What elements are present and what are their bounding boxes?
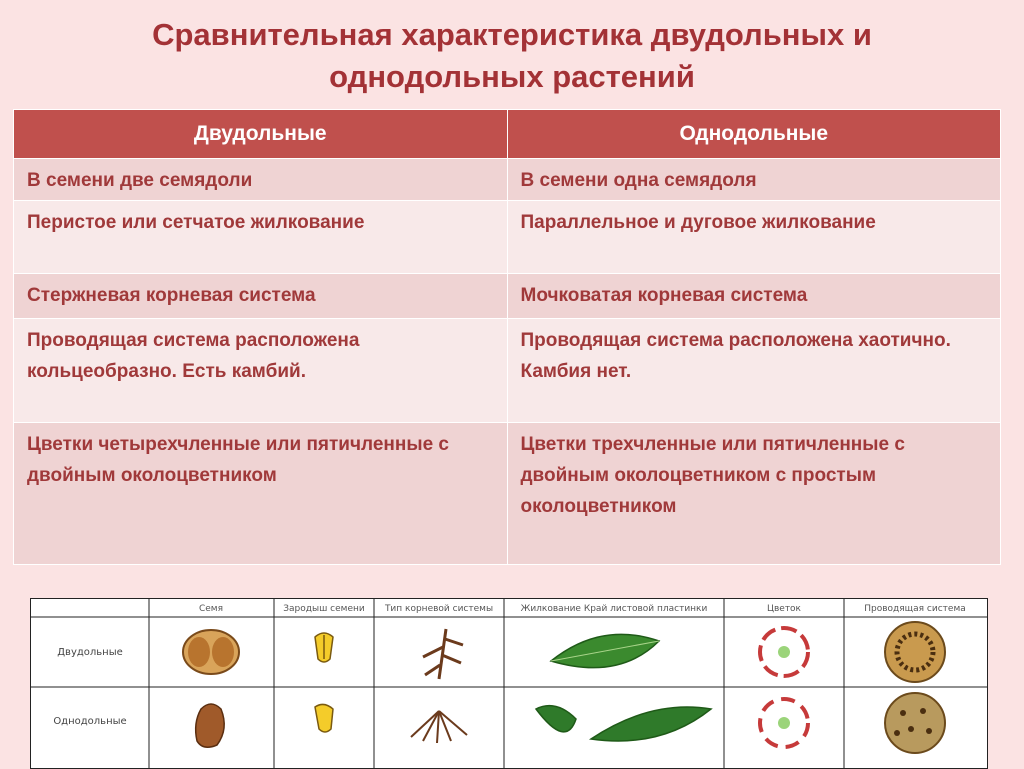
comparison-illustration: [30, 598, 988, 769]
dicot-vascular-drawing: [885, 622, 945, 682]
cell-monocot-flower: Цветки трехчленные или пятичленные с двойным околоцветником с простым околоцветником: [507, 423, 1001, 565]
monocot-fibrous-root-drawing: [411, 711, 467, 743]
monocot-seed-drawing: [196, 704, 225, 747]
table-row: [14, 201, 1001, 274]
col-header-embryo: Зародыш семени: [283, 604, 365, 614]
monocot-vascular-drawing: [885, 693, 945, 753]
cell-dicot-vascular: Проводящая система расположена кольцеобразно. Есть камбий.: [14, 319, 508, 423]
table-row: [14, 423, 1001, 565]
header-dicots: Двудольные: [14, 110, 508, 159]
dicot-embryo-drawing: [315, 633, 333, 662]
cell-dicot-root: Стержневая корневая система: [14, 274, 508, 319]
row-label-dicots: Двудольные: [57, 647, 123, 658]
table-row: [14, 274, 1001, 319]
table-row: [14, 159, 1001, 201]
cell-monocot-seed: В семени одна семядоля: [507, 159, 1001, 201]
cell-monocot-venation: Параллельное и дуговое жилкование: [507, 201, 1001, 274]
table-row: [14, 319, 1001, 423]
header-monocots: Однодольные: [507, 110, 1001, 159]
dicot-taproot-drawing: [423, 629, 463, 679]
cell-monocot-root: Мочковатая корневая система: [507, 274, 1001, 319]
monocot-leaf-drawing: [536, 706, 711, 741]
comparison-table: [13, 109, 1001, 565]
cell-dicot-seed: В семени две семядоли: [14, 159, 508, 201]
table-header-row: [14, 110, 1001, 159]
col-header-root: Тип корневой системы: [384, 604, 494, 614]
col-header-seed: Семя: [198, 604, 224, 614]
col-header-venation: Жилкование Край листовой пластинки: [520, 604, 708, 614]
col-header-vascular: Проводящая система: [864, 604, 966, 614]
monocot-embryo-drawing: [315, 704, 333, 732]
illustration-grid: [31, 599, 987, 768]
row-label-monocots: Однодольные: [53, 716, 127, 727]
dicot-leaf-drawing: [551, 634, 659, 667]
page-title: Сравнительная характеристика двудольных и однодольных растений: [152, 17, 872, 94]
cell-monocot-vascular: Проводящая система расположена хаотично. Камбия нет.: [507, 319, 1001, 423]
dicot-seed-drawing: [183, 630, 239, 674]
grid-lines: [31, 599, 987, 768]
col-header-flower: Цветок: [766, 604, 802, 614]
cell-dicot-venation: Перистое или сетчатое жилкование: [14, 201, 508, 274]
dicot-flower-drawing: [760, 628, 808, 676]
cell-dicot-flower: Цветки четырехчленные или пятичленные с двойным околоцветником: [14, 423, 508, 565]
monocot-flower-drawing: [760, 699, 808, 747]
